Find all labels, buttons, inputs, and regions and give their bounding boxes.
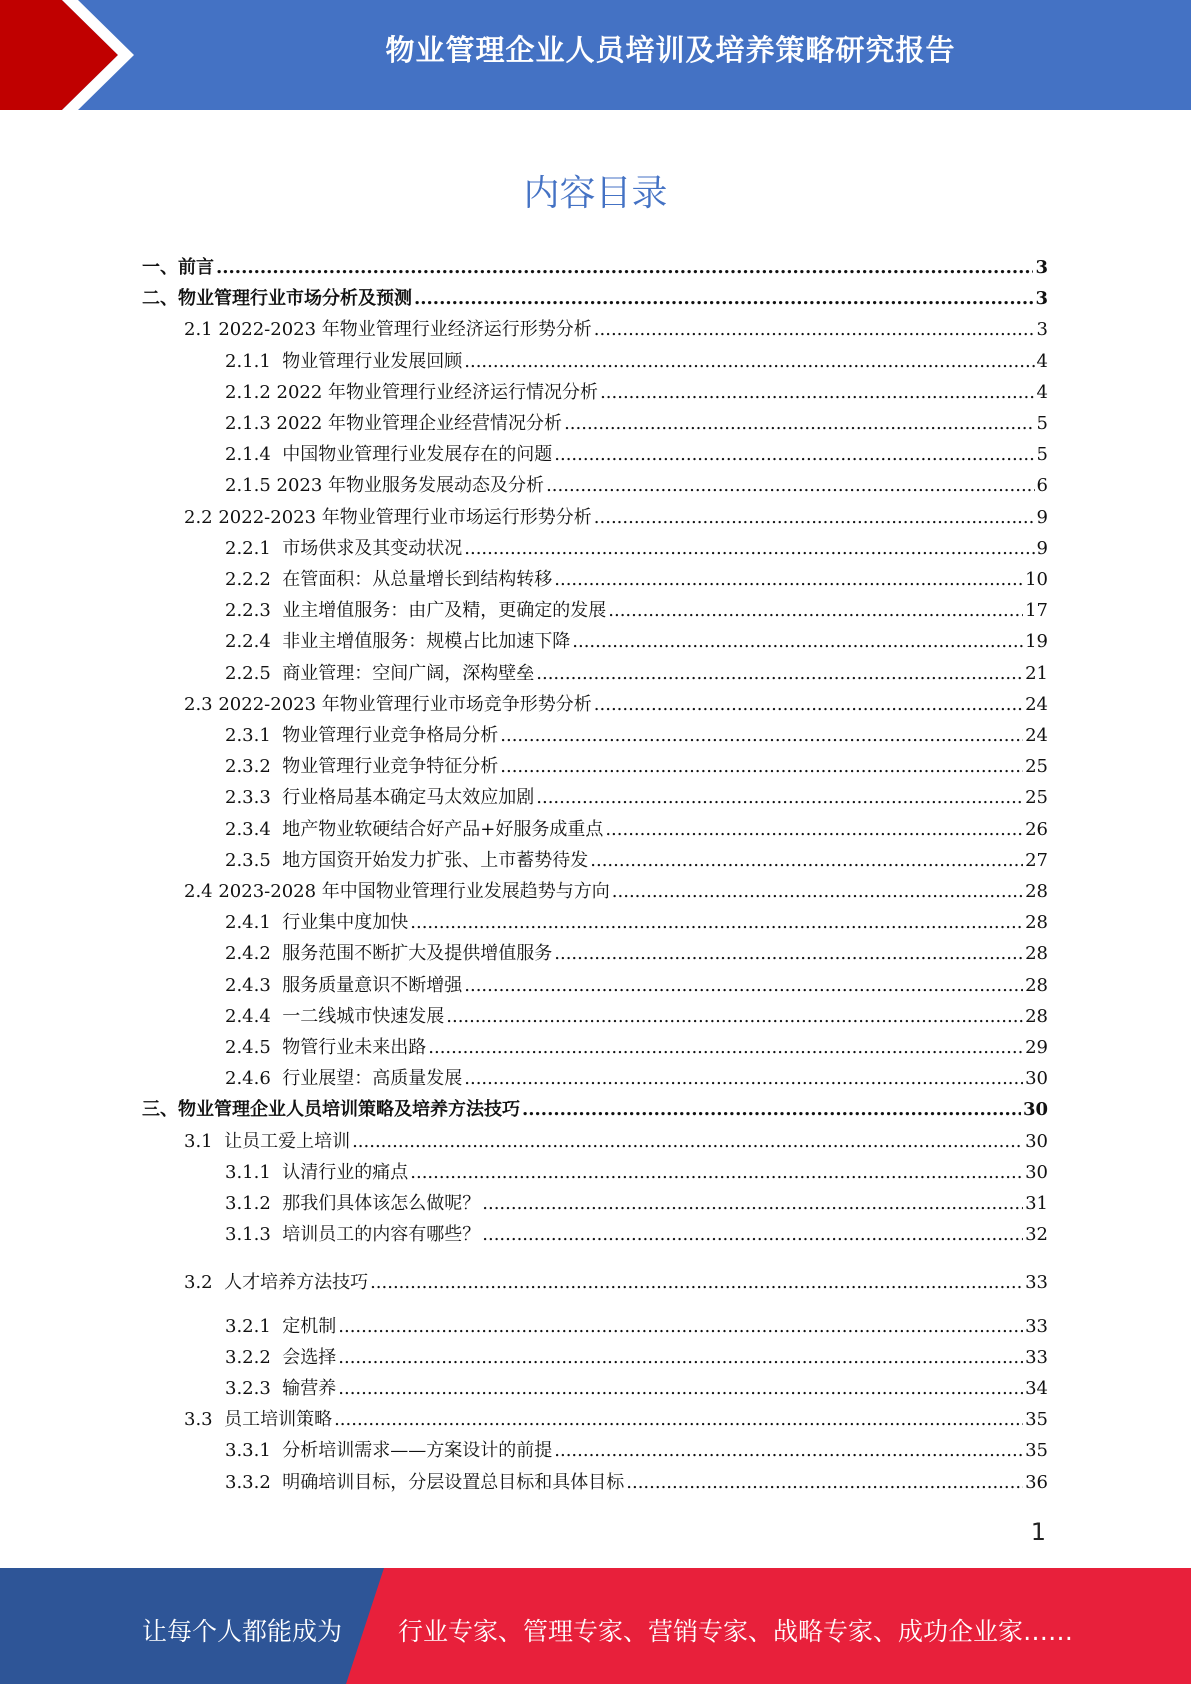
toc-leader-dots bbox=[482, 1221, 1023, 1249]
toc-leader-dots bbox=[626, 1469, 1023, 1497]
footer-slogan-right: 行业专家、管理专家、营销专家、战略专家、成功企业家…… bbox=[398, 1617, 1074, 1646]
toc-entry-label: 3.2.1 定机制 bbox=[225, 1315, 337, 1337]
toc-entry-page: 35 bbox=[1025, 1440, 1048, 1462]
footer-slogan-left: 让每个人都能成为 bbox=[142, 1617, 343, 1646]
toc-entry[interactable] bbox=[142, 285, 1048, 313]
toc-entry-label: 2.1.1 物业管理行业发展回顾 bbox=[225, 350, 463, 372]
page-footer bbox=[0, 1568, 1191, 1684]
toc-entry[interactable] bbox=[225, 753, 1048, 781]
toc-leader-dots bbox=[572, 628, 1023, 656]
toc-leader-dots bbox=[608, 597, 1023, 625]
toc-entry[interactable] bbox=[225, 379, 1048, 407]
toc-entry[interactable] bbox=[225, 1344, 1048, 1372]
toc-entry-page: 31 bbox=[1025, 1193, 1048, 1214]
toc-entry[interactable] bbox=[184, 1128, 1048, 1156]
toc-leader-dots bbox=[536, 784, 1023, 812]
toc-entry-page: 28 bbox=[1025, 1005, 1048, 1027]
toc-entry[interactable] bbox=[225, 1313, 1048, 1341]
toc-leader-dots bbox=[410, 1159, 1023, 1187]
toc-entry-label: 3.3 员工培训策略 bbox=[184, 1409, 333, 1431]
toc-entry[interactable] bbox=[225, 566, 1048, 594]
page-number: 1 bbox=[1030, 1518, 1046, 1546]
toc-leader-dots bbox=[464, 535, 1034, 563]
toc-leader-dots bbox=[464, 1065, 1023, 1093]
toc-leader-dots bbox=[334, 1406, 1023, 1434]
toc-entry-label: 3.2.2 会选择 bbox=[225, 1346, 337, 1368]
toc-entry-label: 2.4.2 服务范围不断扩大及提供增值服务 bbox=[225, 943, 553, 965]
toc-leader-dots bbox=[464, 972, 1023, 1000]
toc-entry-page: 9 bbox=[1036, 537, 1048, 559]
toc-entry[interactable] bbox=[225, 348, 1048, 376]
toc-entry-page: 24 bbox=[1025, 693, 1048, 715]
toc-leader-dots bbox=[338, 1313, 1023, 1341]
toc-entry[interactable] bbox=[225, 784, 1048, 812]
toc-entry-page: 28 bbox=[1025, 912, 1048, 934]
header-arrow-decoration bbox=[0, 0, 160, 110]
toc-entry-page: 33 bbox=[1025, 1315, 1048, 1337]
toc-leader-dots bbox=[590, 847, 1023, 875]
report-title: 物业管理企业人员培训及培养策略研究报告 bbox=[385, 33, 956, 67]
toc-entry[interactable] bbox=[225, 909, 1048, 937]
toc-entry-page: 30 bbox=[1025, 1130, 1048, 1152]
toc-entry-label: 2.4 2023-2028 年中国物业管理行业发展趋势与方向 bbox=[184, 881, 610, 902]
toc-entry[interactable] bbox=[225, 1034, 1048, 1062]
toc-entry-label: 2.1.3 2022 年物业管理企业经营情况分析 bbox=[225, 413, 563, 434]
toc-entry-page: 28 bbox=[1025, 943, 1048, 965]
toc-entry-page: 25 bbox=[1025, 787, 1048, 809]
toc-entry[interactable] bbox=[184, 691, 1048, 719]
toc-entry-label: 3.2 人才培养方法技巧 bbox=[184, 1272, 369, 1294]
toc-entry-page: 30 bbox=[1022, 1099, 1048, 1121]
toc-entry-label: 2.3.5 地方国资开始发力扩张、上市蓄势待发 bbox=[225, 849, 589, 871]
toc-entry-label: 2.2.2 在管面积：从总量增长到结构转移 bbox=[225, 569, 553, 590]
toc-entry-page: 3 bbox=[1035, 288, 1048, 310]
toc-entry[interactable] bbox=[225, 472, 1048, 500]
toc-leader-dots bbox=[410, 909, 1023, 937]
toc-entry-label: 2.2.5 商业管理：空间广阔，深构壁垒 bbox=[225, 662, 535, 684]
toc-leader-dots bbox=[546, 472, 1034, 500]
toc-leader-dots bbox=[612, 878, 1023, 906]
toc-entry-page: 6 bbox=[1036, 475, 1048, 497]
toc-entry[interactable] bbox=[225, 597, 1048, 625]
toc-entry-label: 2.3 2022-2023 年物业管理行业市场竞争形势分析 bbox=[184, 693, 592, 715]
toc-entry-label: 二、物业管理行业市场分析及预测 bbox=[142, 288, 412, 310]
toc-leader-dots bbox=[338, 1375, 1023, 1403]
toc-leader-dots bbox=[564, 410, 1034, 438]
toc-leader-dots bbox=[216, 254, 1033, 282]
toc-entry[interactable] bbox=[142, 254, 1048, 282]
toc-entry[interactable] bbox=[184, 1406, 1048, 1434]
toc-leader-dots bbox=[554, 566, 1023, 594]
toc-entry[interactable] bbox=[225, 1065, 1048, 1093]
toc-leader-dots bbox=[500, 722, 1023, 750]
toc-leader-dots bbox=[352, 1128, 1023, 1156]
toc-entry-label: 2.4.6 行业展望：高质量发展 bbox=[225, 1068, 463, 1090]
toc-entry[interactable] bbox=[225, 847, 1048, 875]
toc-entry[interactable] bbox=[225, 535, 1048, 563]
toc-entry-label: 2.1.2 2022 年物业管理行业经济运行情况分析 bbox=[225, 381, 599, 403]
toc-entry[interactable] bbox=[225, 628, 1048, 656]
toc-leader-dots bbox=[500, 753, 1023, 781]
toc-leader-dots bbox=[594, 691, 1023, 719]
toc-entry[interactable] bbox=[225, 1159, 1048, 1187]
toc-entry-label: 3.2.3 输营养 bbox=[225, 1378, 337, 1399]
page-header bbox=[0, 0, 1191, 110]
toc-entry-label: 3.1.1 认清行业的痛点 bbox=[225, 1161, 409, 1183]
toc-entry-label: 2.2.3 业主增值服务：由广及精，更确定的发展 bbox=[225, 600, 607, 622]
toc-heading: 内容目录 bbox=[523, 173, 668, 214]
toc-entry[interactable] bbox=[225, 410, 1048, 438]
toc-leader-dots bbox=[522, 1096, 1021, 1124]
toc-entry-label: 3.1 让员工爱上培训 bbox=[184, 1130, 351, 1152]
toc-leader-dots bbox=[338, 1344, 1023, 1372]
toc-entry-page: 28 bbox=[1025, 974, 1048, 996]
toc-entry-label: 2.3.2 物业管理行业竞争特征分析 bbox=[225, 756, 499, 778]
toc-entry-label: 2.2 2022-2023 年物业管理行业市场运行形势分析 bbox=[184, 506, 592, 528]
toc-leader-dots bbox=[594, 316, 1035, 344]
toc-entry[interactable] bbox=[142, 1096, 1048, 1124]
toc-entry[interactable] bbox=[225, 660, 1048, 688]
toc-entry-page: 28 bbox=[1025, 881, 1048, 902]
toc-entry-label: 一、前言 bbox=[142, 257, 214, 278]
toc-entry-label: 2.3.4 地产物业软硬结合好产品+好服务成重点 bbox=[225, 818, 604, 840]
toc-leader-dots bbox=[600, 379, 1034, 407]
toc-entry-label: 2.4.1 行业集中度加快 bbox=[225, 912, 409, 934]
toc-leader-dots bbox=[414, 285, 1033, 313]
toc-entry-label: 2.2.1 市场供求及其变动状况 bbox=[225, 537, 463, 559]
toc-entry-page: 30 bbox=[1025, 1161, 1048, 1183]
toc-entry-page: 3 bbox=[1036, 319, 1048, 341]
toc-entry-page: 19 bbox=[1025, 631, 1048, 653]
toc-entry-page: 30 bbox=[1025, 1068, 1048, 1090]
toc-entry[interactable] bbox=[225, 816, 1048, 844]
toc-entry-page: 26 bbox=[1025, 818, 1048, 840]
toc-entry[interactable] bbox=[225, 1221, 1048, 1249]
toc-entry[interactable] bbox=[225, 940, 1048, 968]
toc-entry-page: 32 bbox=[1025, 1224, 1048, 1246]
toc-entry[interactable] bbox=[225, 1469, 1048, 1497]
toc-entry-page: 3 bbox=[1035, 257, 1048, 278]
toc-entry-page: 21 bbox=[1025, 662, 1048, 684]
toc-entry-page: 25 bbox=[1025, 756, 1048, 778]
toc-entry-page: 4 bbox=[1036, 381, 1048, 403]
toc-entry-page: 34 bbox=[1025, 1378, 1048, 1399]
toc-entry-page: 5 bbox=[1036, 444, 1048, 466]
toc-leader-dots bbox=[554, 441, 1034, 469]
toc-entry-page: 24 bbox=[1025, 725, 1048, 746]
toc-entry-label: 2.1 2022-2023 年物业管理行业经济运行形势分析 bbox=[184, 319, 592, 341]
toc-entry-label: 3.3.2 明确培训目标，分层设置总目标和具体目标 bbox=[225, 1471, 625, 1493]
toc-entry-label: 3.1.2 那我们具体该怎么做呢？ bbox=[225, 1193, 481, 1214]
toc-entry-label: 2.1.5 2023 年物业服务发展动态及分析 bbox=[225, 475, 545, 497]
toc-leader-dots bbox=[370, 1269, 1023, 1297]
toc-entry-label: 2.3.3 行业格局基本确定马太效应加剧 bbox=[225, 787, 535, 809]
toc-entry-page: 4 bbox=[1036, 350, 1048, 372]
toc-leader-dots bbox=[554, 940, 1023, 968]
toc-entry-label: 2.4.5 物管行业未来出路 bbox=[225, 1037, 427, 1058]
toc-entry[interactable] bbox=[225, 722, 1048, 750]
toc-entry-label: 3.1.3 培训员工的内容有哪些？ bbox=[225, 1224, 481, 1246]
toc-leader-dots bbox=[554, 1437, 1023, 1465]
toc-entry[interactable] bbox=[184, 316, 1048, 344]
toc-entry-page: 27 bbox=[1025, 849, 1048, 871]
toc-entry-page: 17 bbox=[1025, 600, 1048, 622]
toc-leader-dots bbox=[482, 1190, 1023, 1218]
toc-entry[interactable] bbox=[225, 972, 1048, 1000]
toc-leader-dots bbox=[446, 1003, 1023, 1031]
toc-entry-page: 35 bbox=[1025, 1409, 1048, 1431]
toc-entry-page: 36 bbox=[1025, 1471, 1048, 1493]
toc-entry[interactable] bbox=[225, 1375, 1048, 1403]
toc-entry[interactable] bbox=[225, 1437, 1048, 1465]
toc-leader-dots bbox=[464, 348, 1034, 376]
toc-entry-page: 29 bbox=[1025, 1037, 1048, 1058]
toc-leader-dots bbox=[594, 504, 1035, 532]
toc-entry-label: 2.1.4 中国物业管理行业发展存在的问题 bbox=[225, 444, 553, 466]
toc-leader-dots bbox=[536, 660, 1023, 688]
toc-leader-dots bbox=[428, 1034, 1023, 1062]
toc-entry[interactable] bbox=[225, 441, 1048, 469]
toc-entry-label: 2.4.4 一二线城市快速发展 bbox=[225, 1005, 445, 1027]
toc-entry[interactable] bbox=[184, 878, 1048, 906]
toc-entry[interactable] bbox=[184, 1269, 1048, 1297]
toc-entry-page: 33 bbox=[1025, 1272, 1048, 1294]
toc-entry-label: 2.3.1 物业管理行业竞争格局分析 bbox=[225, 725, 499, 746]
toc-entry-page: 10 bbox=[1025, 569, 1048, 590]
toc-entry-page: 33 bbox=[1025, 1346, 1048, 1368]
toc-entry-label: 2.4.3 服务质量意识不断增强 bbox=[225, 974, 463, 996]
toc-entry[interactable] bbox=[184, 504, 1048, 532]
toc-entry-label: 3.3.1 分析培训需求——方案设计的前提 bbox=[225, 1440, 553, 1462]
toc-leader-dots bbox=[605, 816, 1023, 844]
toc-entry[interactable] bbox=[225, 1190, 1048, 1218]
toc-entry-label: 2.2.4 非业主增值服务：规模占比加速下降 bbox=[225, 631, 571, 653]
toc-entry-label: 三、物业管理企业人员培训策略及培养方法技巧 bbox=[142, 1099, 520, 1121]
toc-entry-page: 5 bbox=[1036, 413, 1048, 434]
toc-entry-page: 9 bbox=[1036, 506, 1048, 528]
toc-entry[interactable] bbox=[225, 1003, 1048, 1031]
